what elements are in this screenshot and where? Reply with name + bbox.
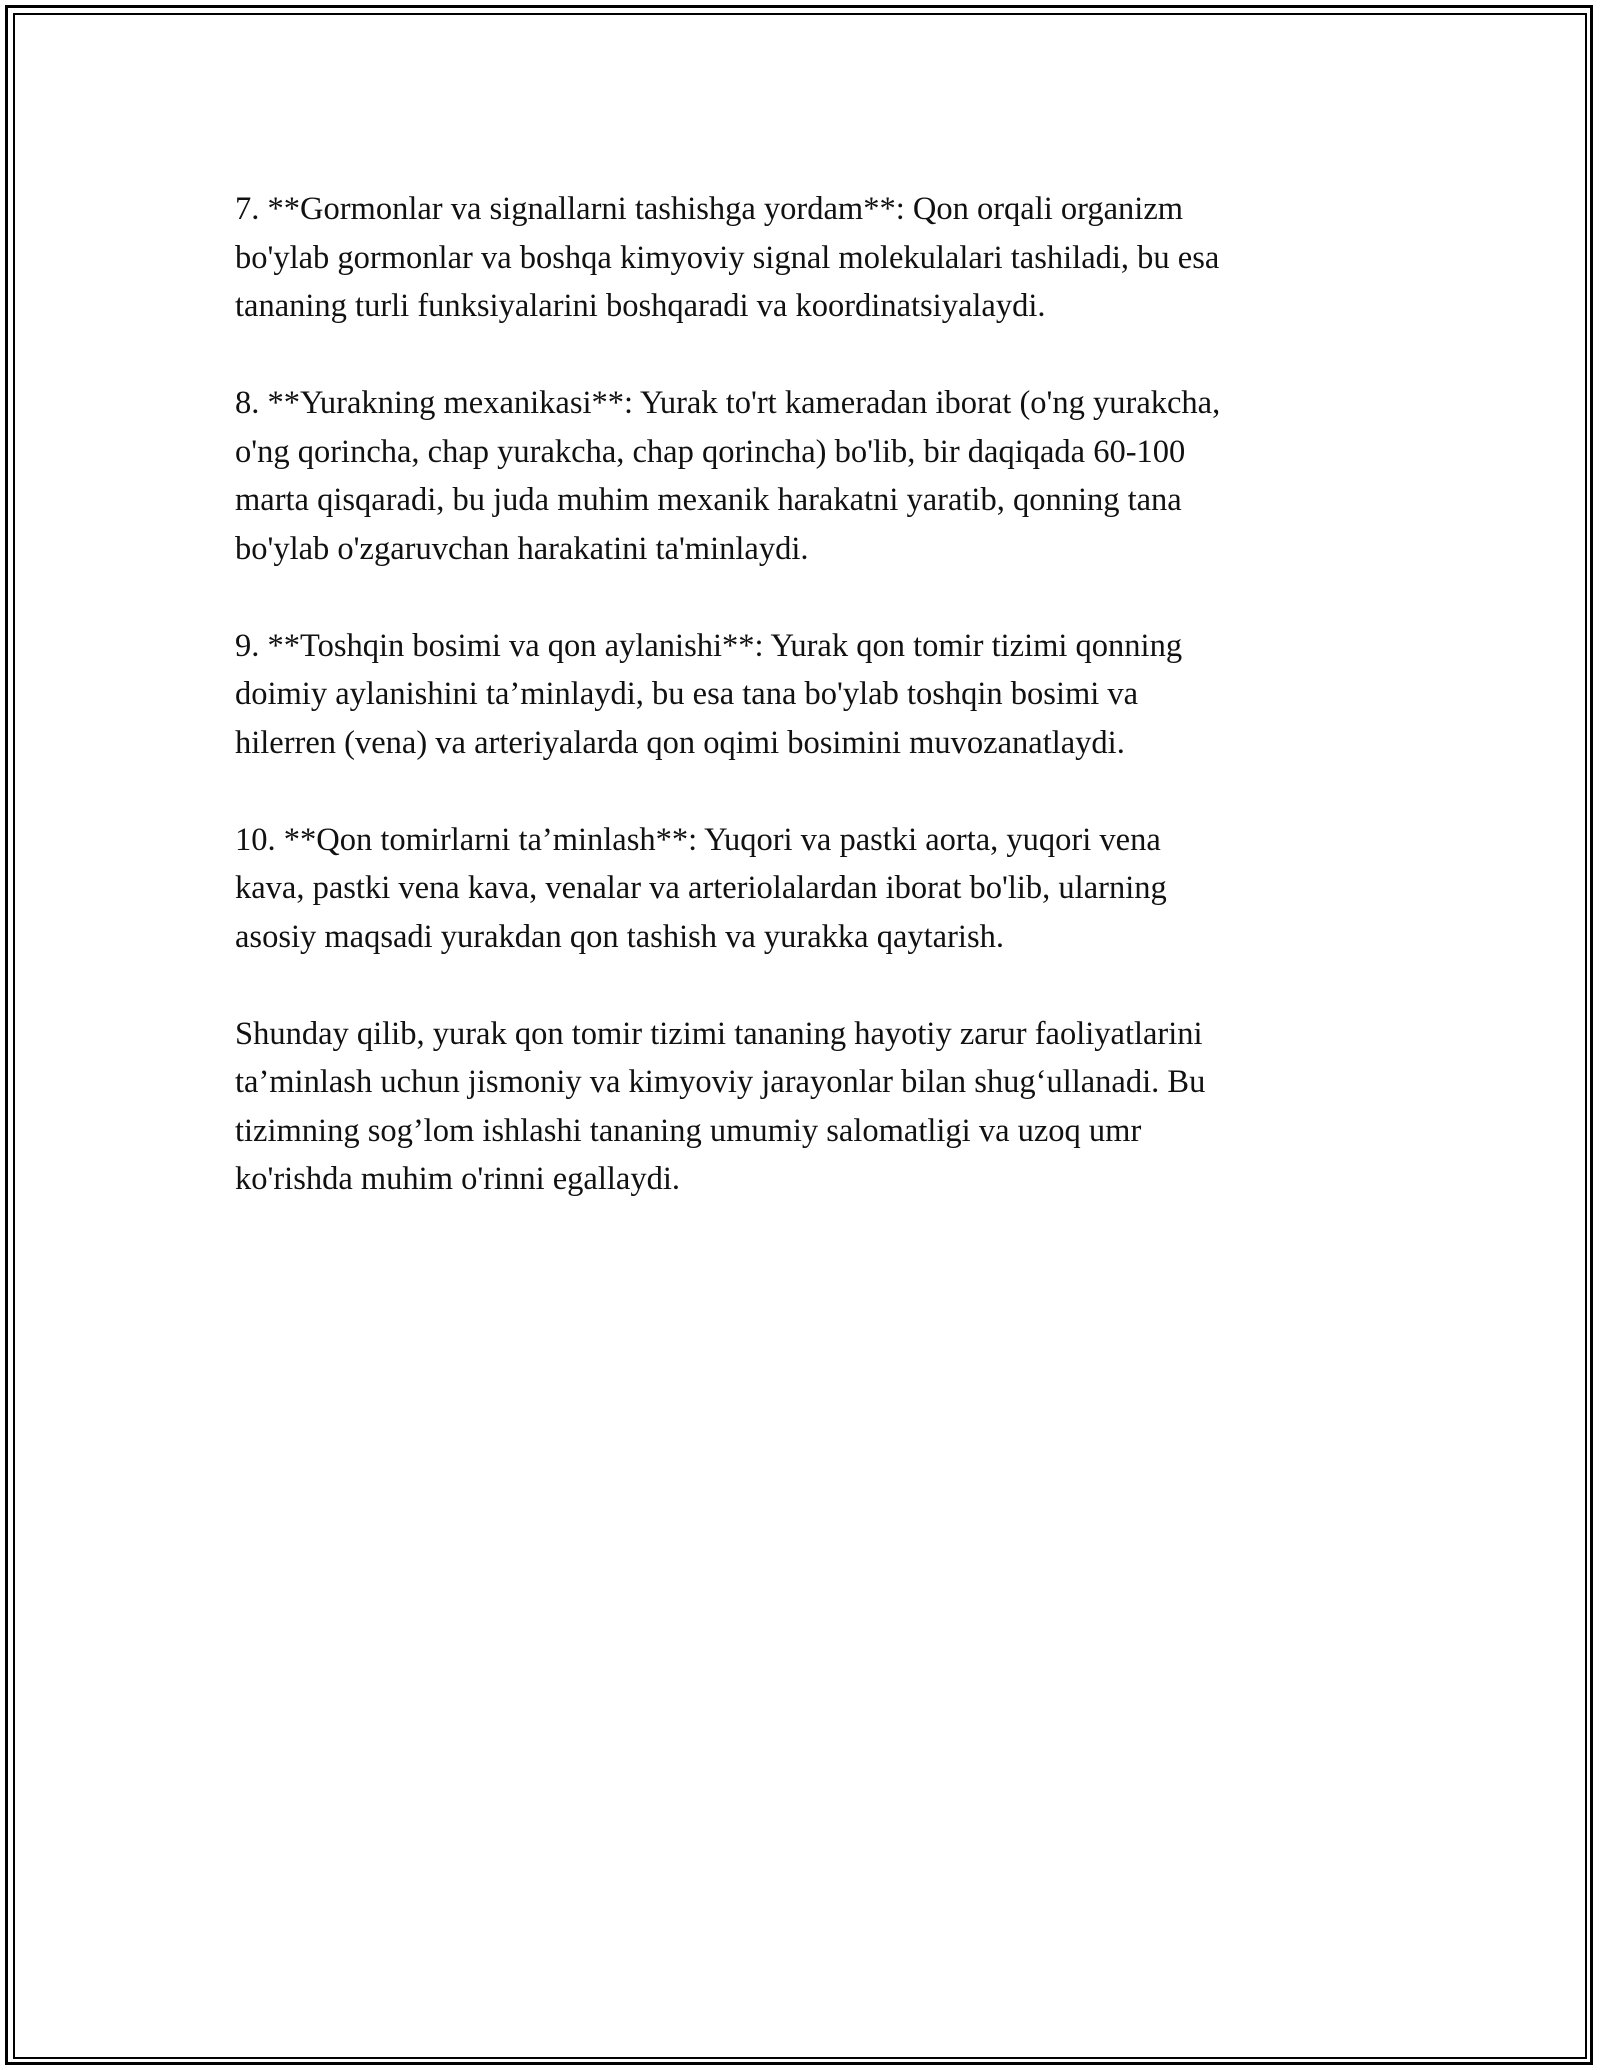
text-line: tananing turli funksiyalarini boshqaradi va koordinatsiyalaydi. (235, 288, 1046, 324)
text-line: 10. **Qon tomirlarni ta’minlash**: Yuqori va pastki aorta, yuqori vena (235, 821, 1161, 858)
text-line: doimiy aylanishini ta’minlaydi, bu esa tana bo'ylab toshqin bosimi va (235, 676, 1139, 712)
text-line: hilerren (vena) va arteriyalarda qon oqimi bosimini muvozanatlaydi. (235, 724, 1125, 761)
text-line: bo'ylab gormonlar va boshqa kimyoviy signal molekulalari tashiladi, bu esa (235, 239, 1220, 276)
text-line: 7. **Gormonlar va signallarni tashishga yordam**: Qon orqali organizm (235, 191, 1184, 227)
document-body (235, 185, 1385, 1252)
text-line: Shunday qilib, yurak qon tomir tizimi tananing hayotiy zarur faoliyatlarini (235, 1015, 1203, 1052)
text-line: 8. **Yurakning mexanikasi**: Yurak to'rt kameradan iborat (o'ng yurakcha, (235, 385, 1221, 421)
paragraph-10-blood-vessels (235, 816, 1385, 962)
text-line: asosiy maqsadi yurakdan qon tashish va yurakka qaytarish. (235, 918, 1004, 955)
text-line: marta qisqaradi, bu juda muhim mexanik harakatni yaratib, qonning tana (235, 482, 1182, 518)
text-line: tizimning sog’lom ishlashi tananing umumiy salomatligi va uzoq umr (235, 1112, 1142, 1149)
paragraph-9-pressure-circulation (235, 622, 1385, 768)
paragraph-conclusion (235, 1010, 1385, 1204)
text-line: o'ng qorincha, chap yurakcha, chap qorincha) bo'lib, bir daqiqada 60-100 (235, 433, 1186, 470)
paragraph-8-heart-mechanics (235, 379, 1385, 573)
text-line: kava, pastki vena kava, venalar va arteriolalardan iborat bo'lib, ularning (235, 870, 1167, 906)
text-line: ta’minlash uchun jismoniy va kimyoviy jarayonlar bilan shug‘ullanadi. Bu (235, 1064, 1206, 1100)
paragraph-7-hormones (235, 185, 1385, 331)
text-line: 9. **Toshqin bosimi va qon aylanishi**: Yurak qon tomir tizimi qonning (235, 627, 1183, 664)
text-line: bo'ylab o'zgaruvchan harakatini ta'minlaydi. (235, 530, 809, 567)
text-line: ko'rishda muhim o'rinni egallaydi. (235, 1161, 680, 1197)
